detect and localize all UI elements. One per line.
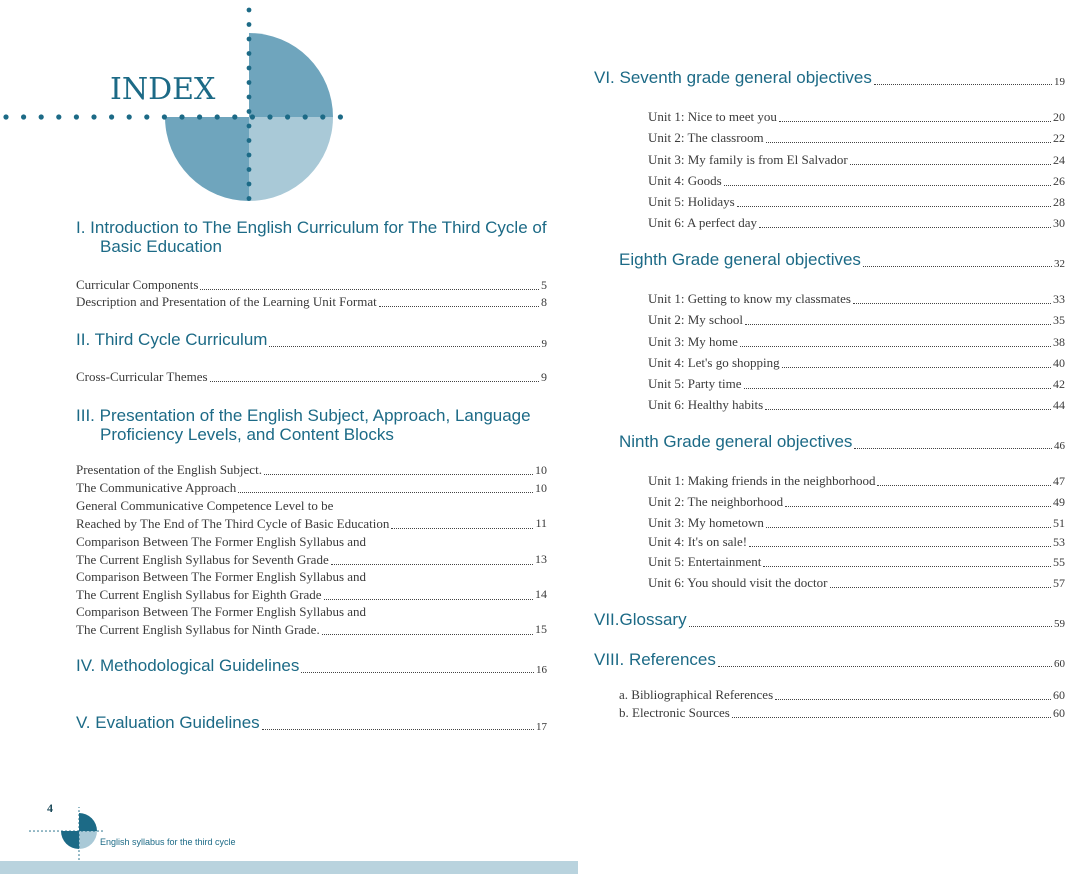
section-heading[interactable]: VIII. References 60 xyxy=(594,650,1065,670)
section-heading: I. Introduction to The English Curriculum for The Third Cycle of Basic Education xyxy=(76,218,547,256)
section-heading[interactable]: VI. Seventh grade general objectives 19 xyxy=(594,68,1065,88)
toc-entry[interactable]: Cross-Curricular Themes 9 xyxy=(76,369,547,384)
toc-unit-entry[interactable]: Unit 6: A perfect day 30 xyxy=(648,215,1065,230)
section-heading: III. Presentation of the English Subject, Approach, Language Proficiency Levels, and Content Blocks xyxy=(76,406,531,444)
footer-band xyxy=(0,861,578,874)
section-heading[interactable]: VII.Glossary 59 xyxy=(594,610,1065,630)
footer-caption: English syllabus for the third cycle xyxy=(100,837,236,847)
section-heading[interactable]: IV. Methodological Guidelines 16 xyxy=(76,656,547,676)
toc-unit-entry[interactable]: Unit 5: Entertainment 55 xyxy=(648,554,1065,569)
section-heading[interactable]: V. Evaluation Guidelines 17 xyxy=(76,713,547,733)
toc-entry[interactable]: The Communicative Approach 10 xyxy=(76,480,547,495)
page-title: INDEX xyxy=(110,72,216,107)
toc-unit-entry[interactable]: Unit 5: Holidays 28 xyxy=(648,194,1065,209)
toc-entry[interactable]: Presentation of the English Subject. 10 xyxy=(76,462,547,477)
toc-unit-entry[interactable]: Unit 1: Nice to meet you 20 xyxy=(648,109,1065,124)
toc-unit-entry[interactable]: Unit 3: My home 38 xyxy=(648,334,1065,349)
toc-unit-entry[interactable]: Unit 2: The classroom 22 xyxy=(648,130,1065,145)
toc-unit-entry[interactable]: Unit 4: It's on sale! 53 xyxy=(648,534,1065,549)
toc-unit-entry[interactable]: Unit 3: My hometown 51 xyxy=(648,515,1065,530)
index-quarter-circle-logo xyxy=(0,0,380,215)
section-heading[interactable]: Ninth Grade general objectives 46 xyxy=(619,432,1065,452)
page-number: 4 xyxy=(47,801,53,815)
toc-unit-entry[interactable]: Unit 3: My family is from El Salvador 24 xyxy=(648,152,1065,167)
toc-entry-multiline[interactable]: Comparison Between The Former English Syllabus and The Current English Syllabus for Eighth Grade 14 xyxy=(76,569,547,602)
toc-unit-entry[interactable]: Unit 5: Party time 42 xyxy=(648,376,1065,391)
toc-unit-entry[interactable]: Unit 2: My school 35 xyxy=(648,312,1065,327)
toc-unit-entry[interactable]: Unit 6: Healthy habits 44 xyxy=(648,397,1065,412)
toc-entry[interactable]: Description and Presentation of the Learning Unit Format 8 xyxy=(76,294,547,309)
toc-unit-entry[interactable]: Unit 6: You should visit the doctor 57 xyxy=(648,575,1065,590)
section-heading[interactable]: II. Third Cycle Curriculum 9 xyxy=(76,330,547,350)
section-heading[interactable]: Eighth Grade general objectives 32 xyxy=(619,250,1065,270)
toc-unit-entry[interactable]: Unit 1: Making friends in the neighborhood 47 xyxy=(648,473,1065,488)
toc-entry[interactable]: Curricular Components 5 xyxy=(76,277,547,292)
toc-entry[interactable]: a. Bibliographical References 60 xyxy=(619,687,1065,702)
toc-entry-multiline[interactable]: Comparison Between The Former English Syllabus and The Current English Syllabus for Seventh Grade 13 xyxy=(76,534,547,567)
toc-entry-multiline[interactable]: Comparison Between The Former English Syllabus and The Current English Syllabus for Ninth Grade. 15 xyxy=(76,604,547,637)
toc-entry[interactable]: b. Electronic Sources 60 xyxy=(619,705,1065,720)
toc-unit-entry[interactable]: Unit 1: Getting to know my classmates 33 xyxy=(648,291,1065,306)
toc-entry-multiline[interactable]: General Communicative Competence Level to be Reached by The End of The Third Cycle of Basic Education 11 xyxy=(76,498,547,531)
toc-unit-entry[interactable]: Unit 4: Goods 26 xyxy=(648,173,1065,188)
toc-unit-entry[interactable]: Unit 4: Let's go shopping 40 xyxy=(648,355,1065,370)
toc-unit-entry[interactable]: Unit 2: The neighborhood 49 xyxy=(648,494,1065,509)
footer-quarter-circle-icon xyxy=(28,807,108,862)
